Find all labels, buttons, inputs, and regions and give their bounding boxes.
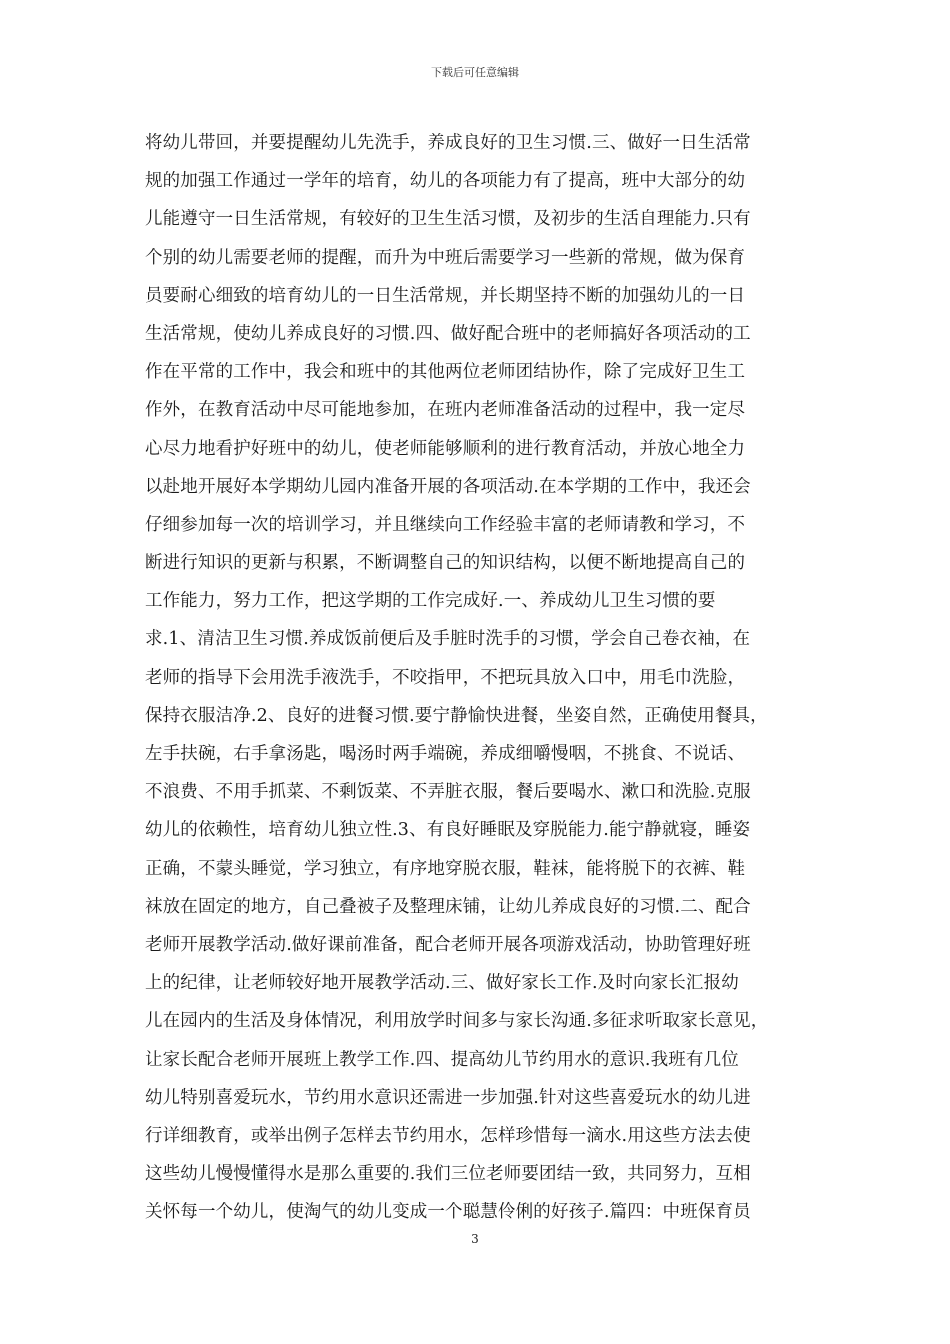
body-line: 袜放在固定的地方，自己叠被子及整理床铺，让幼儿养成良好的习惯.二、配合 xyxy=(145,896,751,917)
body-line: 老师开展教学活动.做好课前准备，配合老师开展各项游戏活动，协助管理好班 xyxy=(145,934,751,955)
body-line: 儿能遵守一日生活常规，有较好的卫生生活习惯，及初步的生活自理能力.只有 xyxy=(145,209,751,230)
body-line: 断进行知识的更新与积累，不断调整自己的知识结构，以便不断地提高自己的 xyxy=(145,553,746,574)
body-line: 保持衣服洁净.2、良好的进餐习惯.要宁静愉快进餐，坐姿自然，正确使用餐具， xyxy=(145,705,768,726)
body-line: 幼儿特别喜爱玩水，节约用水意识还需进一步加强.针对这些喜爱玩水的幼儿进 xyxy=(145,1087,751,1108)
body-line: 行详细教育，或举出例子怎样去节约用水，怎样珍惜每一滴水.用这些方法去使 xyxy=(145,1125,751,1146)
body-line: 不浪费、不用手抓菜、不剩饭菜、不弄脏衣服，餐后要喝水、漱口和洗脸.克服 xyxy=(145,782,751,803)
body-line: 儿在园内的生活及身体情况，利用放学时间多与家长沟通.多征求听取家长意见， xyxy=(145,1011,769,1032)
body-line: 正确，不蒙头睡觉，学习独立，有序地穿脱衣服，鞋袜，能将脱下的衣裤、鞋 xyxy=(145,858,746,879)
body-line: 作在平常的工作中，我会和班中的其他两位老师团结协作，除了完成好卫生工 xyxy=(145,362,746,383)
body-line: 幼儿的依赖性，培育幼儿独立性.3、有良好睡眠及穿脱能力.能宁静就寝，睡姿 xyxy=(145,820,751,841)
body-line: 将幼儿带回，并要提醒幼儿先洗手，养成良好的卫生习惯.三、做好一日生活常 xyxy=(145,133,751,153)
body-line: 让家长配合老师开展班上教学工作.四、提高幼儿节约用水的意识.我班有几位 xyxy=(145,1049,739,1070)
body-line: 以赴地开展好本学期幼儿园内准备开展的各项活动.在本学期的工作中，我还会 xyxy=(145,476,751,497)
body-line: 左手扶碗，右手拿汤匙，喝汤时两手端碗，养成细嚼慢咽，不挑食、不说话、 xyxy=(145,744,746,764)
body-line: 关怀每一个幼儿，使淘气的幼儿变成一个聪慧伶俐的好孩子.篇四：中班保育员 xyxy=(145,1202,751,1223)
body-text xyxy=(145,124,810,1231)
body-line: 生活常规，使幼儿养成良好的习惯.四、做好配合班中的老师搞好各项活动的工 xyxy=(145,323,751,344)
body-line: 这些幼儿慢慢懂得水是那么重要的.我们三位老师要团结一致，共同努力，互相 xyxy=(145,1164,751,1185)
body-line: 作外，在教育活动中尽可能地参加，在班内老师准备活动的过程中，我一定尽 xyxy=(145,400,746,421)
body-line: 规的加强工作通过一学年的培育，幼儿的各项能力有了提高，班中大部分的幼 xyxy=(145,171,746,192)
body-line: 员要耐心细致的培育幼儿的一日生活常规，并长期坚持不断的加强幼儿的一日 xyxy=(145,285,746,306)
body-line: 求.1、清洁卫生习惯.养成饭前便后及手脏时洗手的习惯，学会自己卷衣袖，在 xyxy=(145,629,751,650)
body-line: 个别的幼儿需要老师的提醒，而升为中班后需要学习一些新的常规，做为保育 xyxy=(145,247,746,268)
body-line: 上的纪律，让老师较好地开展教学活动.三、做好家长工作.及时向家长汇报幼 xyxy=(145,973,739,994)
body-line: 老师的指导下会用洗手液洗手，不咬指甲，不把玩具放入口中，用毛巾洗脸， xyxy=(145,667,746,688)
body-line: 工作能力，努力工作，把这学期的工作完成好.一、养成幼儿卫生习惯的要 xyxy=(145,591,716,612)
body-line: 心尽力地看护好班中的幼儿，使老师能够顺利的进行教育活动，并放心地全力 xyxy=(145,438,746,459)
body-line: 仔细参加每一次的培训学习，并且继续向工作经验丰富的老师请教和学习，不 xyxy=(145,514,746,535)
page-number: 3 xyxy=(471,1232,479,1246)
page-header: 下载后可任意编辑 xyxy=(431,66,519,79)
